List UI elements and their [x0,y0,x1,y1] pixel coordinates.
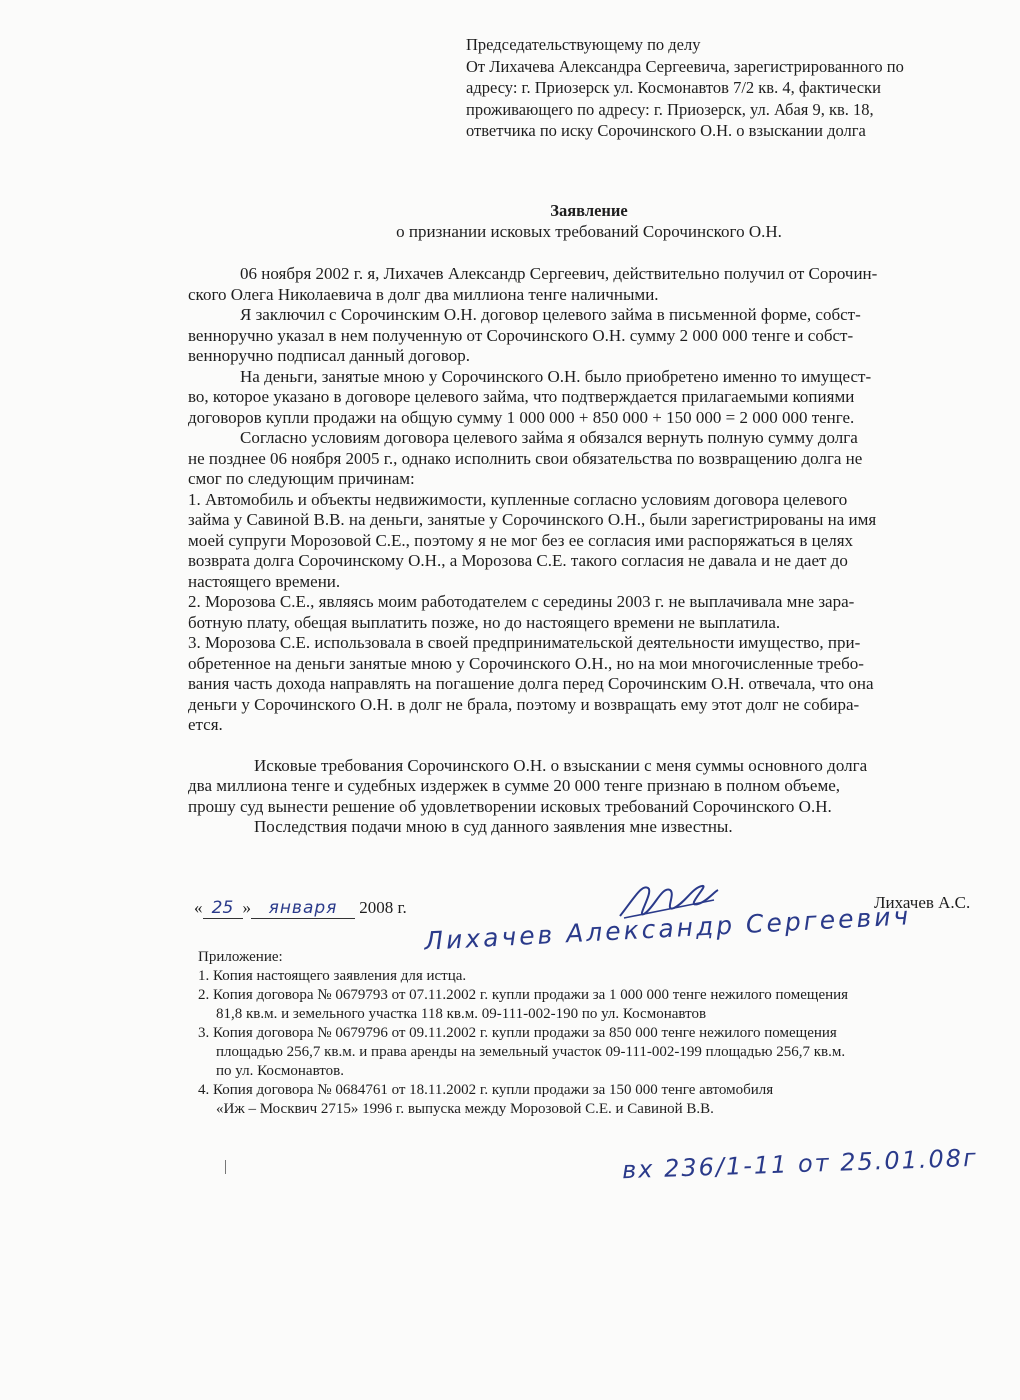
handwritten-registration-note: вх 236/1-11 от 25.01.08г [621,1143,979,1185]
body-line: деньги у Сорочинского О.Н. в долг не брала, поэтому и возвращать ему этот долг не собира- [188,694,860,714]
stray-pen-mark [225,1160,226,1174]
body-line: ботную плату, обещая выплатить позже, но до настоящего времени не выплатила. [188,612,781,632]
body-line: ского Олега Николаевича в долг два миллиона тенге наличными. [188,284,659,304]
attachment-item: «Иж – Москвич 2715» 1996 г. выпуска между Морозовой С.Е. и Савиной В.В. [216,1101,714,1117]
body-line: ется. [188,715,223,734]
body-line: 06 ноября 2002 г. я, Лихачев Александр Сергеевич, действительно получил от Сорочин- [240,264,878,283]
body-line: договоров купли продажи на общую сумму 1 000 000 + 850 000 + 150 000 = 2 000 000 тенге. [188,407,855,427]
body-line: прошу суд вынести решение об удовлетворении исковых требований Сорочинского О.Н. [188,796,832,816]
attachment-item: 81,8 кв.м. и земельного участка 118 кв.м. 09-111-002-190 по ул. Космонавтов [216,1006,707,1022]
document-title: Заявление [550,201,628,220]
addressee-line: проживающего по адресу: г. Приозерск, ул. Абая 9, кв. 18, [466,99,874,119]
attachment-item: 3. Копия договора № 0679796 от 09.11.2002 г. купли продажи за 850 000 тенге нежилого помещения [198,1025,837,1041]
attachment-item: 1. Копия настоящего заявления для истца. [198,968,467,984]
body-line: во, которое указано в договоре целевого займа, что подтверждается прилагаемыми копиями [188,387,855,406]
body-line: возврата долга Сорочинскому О.Н., а Морозова С.Е. такого согласия не давала и не дает до [188,551,848,570]
body-line: обретенное на деньги занятые мною у Сорочинского О.Н., но на мои многочисленные требо- [188,653,864,673]
body-line: венноручно указал в нем полученную от Сорочинского О.Н. сумму 2 000 000 тенге и собст- [188,325,854,345]
addressee-line: От Лихачева Александра Сергеевича, зарегистрированного по [466,56,904,76]
attachment-item: 4. Копия договора № 0684761 от 18.11.2002 г. купли продажи за 150 000 тенге автомобиля [198,1082,774,1098]
date-open-quote: « [194,898,203,917]
body-line: Согласно условиям договора целевого займа я обязался вернуть полную сумму долга [240,428,858,447]
body-line: займа у Савиной В.В. на деньги, занятые у Сорочинского О.Н., были зарегистрированы на имя [188,510,877,529]
addressee-line: адресу: г. Приозерск ул. Космонавтов 7/2 кв. 4, фактически [466,78,881,97]
body-line: венноручно подписал данный договор. [188,346,470,365]
body-line: моей супруги Морозовой С.Е., поэтому я не мог без ее согласия ими распоряжаться в целях [188,530,854,550]
addressee-line: Председательствующему по делу [466,35,701,54]
body-line: 2. Морозова С.Е., являясь моим работодателем с середины 2003 г. не выплачивала мне зара- [188,592,855,611]
attachment-item: площадью 256,7 кв.м. и права аренды на земельный участок 09-111-002-199 площадью 256,7 кв.м. [216,1044,846,1060]
attachments-block [198,948,1008,1119]
date-close-quote: » [242,898,251,917]
attachments-heading: Приложение: [198,949,283,965]
handwritten-month: января [251,898,355,919]
statement-body [188,264,988,838]
addressee-line: ответчика по иску Сорочинского О.Н. о взыскании долга [466,121,866,140]
body-line: Последствия подачи мною в суд данного заявления мне известны. [254,817,733,836]
addressee-block [466,34,986,142]
date-year: 2008 г. [359,898,407,917]
date-line [194,898,407,919]
body-line: вания часть дохода направлять на погашение долга перед Сорочинским О.Н. отвечала, что она [188,674,874,693]
body-line: два миллиона тенге и судебных издержек в сумме 20 000 тенге признаю в полном объеме, [188,776,841,795]
body-line: Исковые требования Сорочинского О.Н. о взыскании с меня суммы основного долга [254,755,868,775]
body-line: смог по следующим причинам: [188,469,415,488]
body-line: Я заключил с Сорочинским О.Н. договор целевого займа в письменной форме, собст- [240,305,861,324]
signer-name: Лихачев А.С. [874,893,971,912]
document-subtitle: о признании исковых требований Сорочинского О.Н. [396,222,782,241]
body-line: На деньги, занятые мною у Сорочинского О.Н. было приобретено именно то имущест- [240,366,872,386]
body-line: 3. Морозова С.Е. использовала в своей предпринимательской деятельности имущество, при- [188,633,861,652]
handwritten-full-name: Лихачев Александр Сергеевич [423,901,912,956]
body-line: не позднее 06 ноября 2005 г., однако исполнить свои обязательства по возвращению долга не [188,448,863,468]
attachment-item: по ул. Космонавтов. [216,1063,344,1079]
body-line: настоящего времени. [188,571,341,591]
handwritten-day: 25 [203,898,243,919]
attachment-item: 2. Копия договора № 0679793 от 07.11.2002 г. купли продажи за 1 000 000 тенге нежилого помещения [198,987,849,1003]
body-line: 1. Автомобиль и объекты недвижимости, купленные согласно условиям договора целевого [188,489,848,509]
